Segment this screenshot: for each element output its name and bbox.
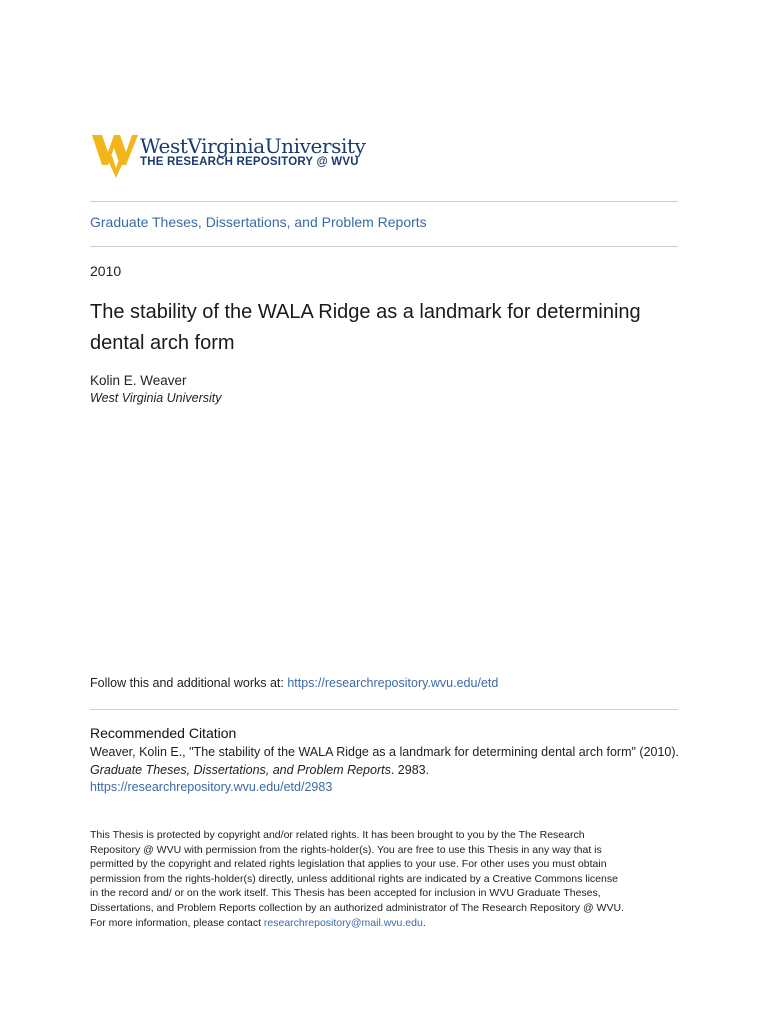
- citation-series: Graduate Theses, Dissertations, and Problem Reports: [90, 763, 391, 777]
- contact-prefix: For more information, please contact: [90, 916, 264, 929]
- contact-suffix: .: [422, 916, 426, 929]
- rights-line: permission from the rights-holder(s) directly, unless additional rights are indicated by a Creative Commons license: [90, 872, 618, 885]
- citation-number: . 2983.: [390, 763, 430, 777]
- repository-name: THE RESEARCH REPOSITORY @ WVU: [140, 156, 359, 168]
- publication-year: 2010: [90, 263, 122, 279]
- rights-statement: [90, 828, 680, 930]
- follow-link[interactable]: https://researchrepository.wvu.edu/etd: [287, 676, 499, 690]
- citation-series-line: [90, 763, 429, 777]
- wvu-logo[interactable]: [92, 130, 372, 180]
- citation-heading: Recommended Citation: [90, 725, 237, 741]
- author-affiliation: West Virginia University: [90, 391, 222, 405]
- university-name: WestVirginiaUniversity: [140, 134, 366, 158]
- title-line: The stability of the WALA Ridge as a landmark for determining: [90, 301, 641, 323]
- rights-line: permitted by the copyright and related rights legislation that applies to your use. For other uses you must obtain: [90, 858, 607, 871]
- rights-line: This Thesis is protected by copyright and/or related rights. It has been brought to you by the The Research: [90, 829, 585, 841]
- follow-text: Follow this and additional works at:: [90, 676, 288, 690]
- contact-line: [90, 916, 680, 931]
- divider: [90, 201, 678, 202]
- citation-text: Weaver, Kolin E., "The stability of the WALA Ridge as a landmark for determining dental arch form" (2010).: [90, 745, 680, 759]
- rights-line: Dissertations, and Problem Reports collection by an authorized administrator of The Research Repository @ WVU.: [90, 901, 624, 914]
- rights-line: in the record and/ or on the work itself. This Thesis has been accepted for inclusion in WVU Graduate Theses,: [90, 887, 601, 900]
- author-name: Kolin E. Weaver: [90, 373, 187, 388]
- citation-url[interactable]: https://researchrepository.wvu.edu/etd/2983: [90, 780, 333, 794]
- collection-link[interactable]: Graduate Theses, Dissertations, and Problem Reports: [90, 214, 427, 230]
- contact-email-link[interactable]: researchrepository@mail.wvu.edu: [263, 916, 423, 929]
- divider: [90, 709, 678, 710]
- follow-line: [90, 676, 498, 690]
- rights-line: Repository @ WVU with permission from the rights-holder(s). You are free to use this Thesis in any way that is: [90, 843, 602, 856]
- wvu-flying-wv-icon: [92, 132, 138, 178]
- title-line: dental arch form: [90, 332, 235, 354]
- divider: [90, 246, 678, 247]
- document-title: [90, 297, 670, 359]
